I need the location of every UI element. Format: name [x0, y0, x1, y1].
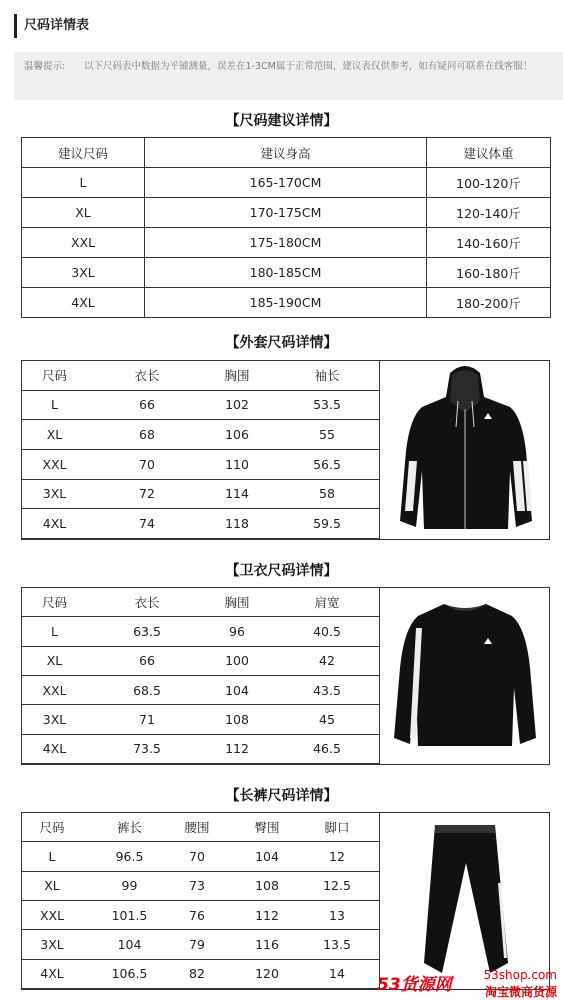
table-cell: 43.5	[313, 682, 341, 698]
table-cell: 腰围	[184, 820, 210, 836]
table-cell: XL	[22, 198, 145, 228]
table-row	[22, 450, 379, 480]
table-row	[22, 960, 379, 989]
table-cell: 108	[225, 711, 249, 727]
table-cell: 170-175CM	[145, 198, 427, 228]
table-row	[22, 509, 379, 539]
table-cell: XXL	[22, 228, 145, 258]
table-row	[22, 588, 379, 617]
table-cell: 12.5	[323, 878, 351, 894]
sweater-size-table	[21, 587, 550, 765]
table-cell: XXL	[42, 456, 67, 472]
notice-label: 温馨提示:	[24, 61, 66, 72]
table-cell: 112	[255, 907, 279, 923]
table-cell: 3XL	[40, 936, 64, 952]
sweater-title: 【卫衣尺码详情】	[225, 563, 338, 579]
table-cell: 尺码	[41, 368, 67, 384]
table-cell: 56.5	[313, 456, 341, 472]
watermark-logo: 53货源网	[377, 975, 452, 995]
table-cell: XL	[46, 427, 63, 443]
pants-title: 【长裤尺码详情】	[225, 788, 338, 804]
jacket-image	[380, 361, 549, 539]
jacket-title: 【外套尺码详情】	[225, 335, 338, 351]
table-cell: L	[51, 397, 58, 413]
table-cell: 4XL	[42, 516, 67, 532]
table-cell: 114	[225, 486, 249, 502]
table-cell: L	[22, 168, 145, 198]
table-row	[22, 420, 379, 450]
table-cell: 45	[319, 711, 335, 727]
table-cell: 衣长	[134, 368, 160, 384]
table-row	[22, 901, 379, 930]
table-cell: 55	[319, 427, 335, 443]
table-cell: 12	[329, 848, 345, 864]
table-cell: 4XL	[40, 966, 64, 982]
notice-box	[14, 52, 563, 100]
watermark-url: 53shop.com	[483, 968, 557, 982]
page-title: 尺码详情表	[24, 18, 90, 33]
table-cell: 建议尺码	[22, 138, 145, 168]
table-row	[22, 647, 379, 676]
table-cell: 72	[139, 486, 155, 502]
table-cell: 4XL	[42, 741, 67, 757]
table-cell: 120	[255, 966, 279, 982]
table-cell: 82	[189, 966, 205, 982]
table-row	[22, 168, 551, 198]
table-cell: 13	[329, 907, 345, 923]
table-cell: 尺码	[41, 595, 67, 611]
table-row	[22, 288, 551, 318]
table-row	[22, 735, 379, 764]
table-cell: 140-160斤	[427, 228, 551, 258]
table-cell: XL	[46, 653, 63, 669]
table-cell: 104	[225, 682, 249, 698]
table-cell: 76	[189, 907, 205, 923]
table-cell: XXL	[42, 682, 67, 698]
table-cell: 袖长	[314, 368, 340, 384]
table-cell: 臀围	[254, 820, 280, 836]
table-cell: 106.5	[111, 966, 148, 982]
table-cell: 71	[139, 711, 155, 727]
table-cell: 53.5	[313, 397, 341, 413]
table-cell: 70	[139, 456, 155, 472]
table-cell: 96	[229, 623, 245, 639]
notice-text: 以下尺码表中数据为平铺测量，误差在1-3CM属于正常范围，建议表仅供参考，如有疑问可联系在线客服！	[84, 61, 533, 72]
table-cell: 66	[139, 397, 155, 413]
table-cell: XXL	[39, 907, 65, 923]
table-cell: XL	[44, 878, 60, 894]
table-row	[22, 813, 379, 842]
table-row	[22, 361, 379, 391]
table-cell: 4XL	[22, 288, 145, 318]
table-cell: 14	[329, 966, 345, 982]
table-cell: 110	[225, 456, 249, 472]
table-cell: 79	[189, 936, 205, 952]
table-cell: 68.5	[133, 682, 161, 698]
table-cell: 116	[255, 936, 279, 952]
table-row	[22, 391, 379, 421]
table-cell: 胸围	[224, 368, 250, 384]
table-cell: 58	[319, 486, 335, 502]
table-cell: 衣长	[134, 595, 160, 611]
table-cell: 100	[225, 653, 249, 669]
table-cell: 13.5	[323, 936, 351, 952]
table-row	[22, 258, 551, 288]
table-cell: 104	[117, 936, 142, 952]
table-row	[22, 930, 379, 959]
table-cell: 59.5	[313, 516, 341, 532]
table-cell: 70	[189, 848, 205, 864]
table-cell: 118	[225, 516, 249, 532]
table-cell: 40.5	[313, 623, 341, 639]
table-cell: 脚口	[324, 820, 350, 836]
jacket-size-table	[21, 360, 550, 540]
table-cell: 3XL	[22, 258, 145, 288]
table-cell: 建议体重	[427, 138, 551, 168]
table-cell: 165-170CM	[145, 168, 427, 198]
table-row	[22, 198, 551, 228]
table-cell: L	[48, 848, 56, 864]
table-row	[22, 138, 551, 168]
table-cell: 74	[139, 516, 155, 532]
table-row	[22, 480, 379, 510]
table-cell: 73.5	[133, 741, 161, 757]
table-cell: 112	[225, 741, 249, 757]
table-cell: 160-180斤	[427, 258, 551, 288]
table-row	[22, 228, 551, 258]
table-cell: 120-140斤	[427, 198, 551, 228]
table-row	[22, 872, 379, 901]
table-cell: 66	[139, 653, 155, 669]
table-row	[22, 676, 379, 705]
table-cell: 175-180CM	[145, 228, 427, 258]
table-cell: 建议身高	[145, 138, 427, 168]
table-cell: 肩宽	[314, 595, 340, 611]
page-header	[0, 0, 563, 52]
table-cell: 180-200斤	[427, 288, 551, 318]
table-cell: 102	[225, 397, 249, 413]
watermark	[377, 970, 557, 998]
title-accent-bar	[14, 14, 17, 38]
table-cell: 180-185CM	[145, 258, 427, 288]
table-cell: 104	[255, 848, 279, 864]
table-cell: 3XL	[42, 486, 67, 502]
table-cell: 185-190CM	[145, 288, 427, 318]
table-cell: 3XL	[42, 711, 67, 727]
pants-size-table	[21, 812, 550, 990]
watermark-slogan: 淘宝微商货源	[484, 985, 557, 999]
table-cell: 96.5	[115, 848, 144, 864]
size-recommend-table	[21, 137, 551, 318]
table-row	[22, 617, 379, 646]
table-cell: 68	[139, 427, 155, 443]
table-cell: 108	[255, 878, 279, 894]
sweater-image	[380, 588, 549, 764]
table-row	[22, 705, 379, 734]
table-cell: L	[51, 623, 58, 639]
pants-image	[380, 813, 549, 989]
table-cell: 99	[121, 878, 138, 894]
table-cell: 63.5	[133, 623, 161, 639]
table-cell: 100-120斤	[427, 168, 551, 198]
table-cell: 胸围	[224, 595, 250, 611]
table-cell: 42	[319, 653, 335, 669]
recommend-title: 【尺码建议详情】	[225, 113, 338, 129]
table-cell: 106	[225, 427, 249, 443]
table-cell: 46.5	[313, 741, 341, 757]
table-cell: 裤长	[116, 820, 142, 836]
table-cell: 73	[189, 878, 205, 894]
table-cell: 尺码	[39, 820, 65, 836]
table-row	[22, 842, 379, 871]
table-cell: 101.5	[111, 907, 148, 923]
